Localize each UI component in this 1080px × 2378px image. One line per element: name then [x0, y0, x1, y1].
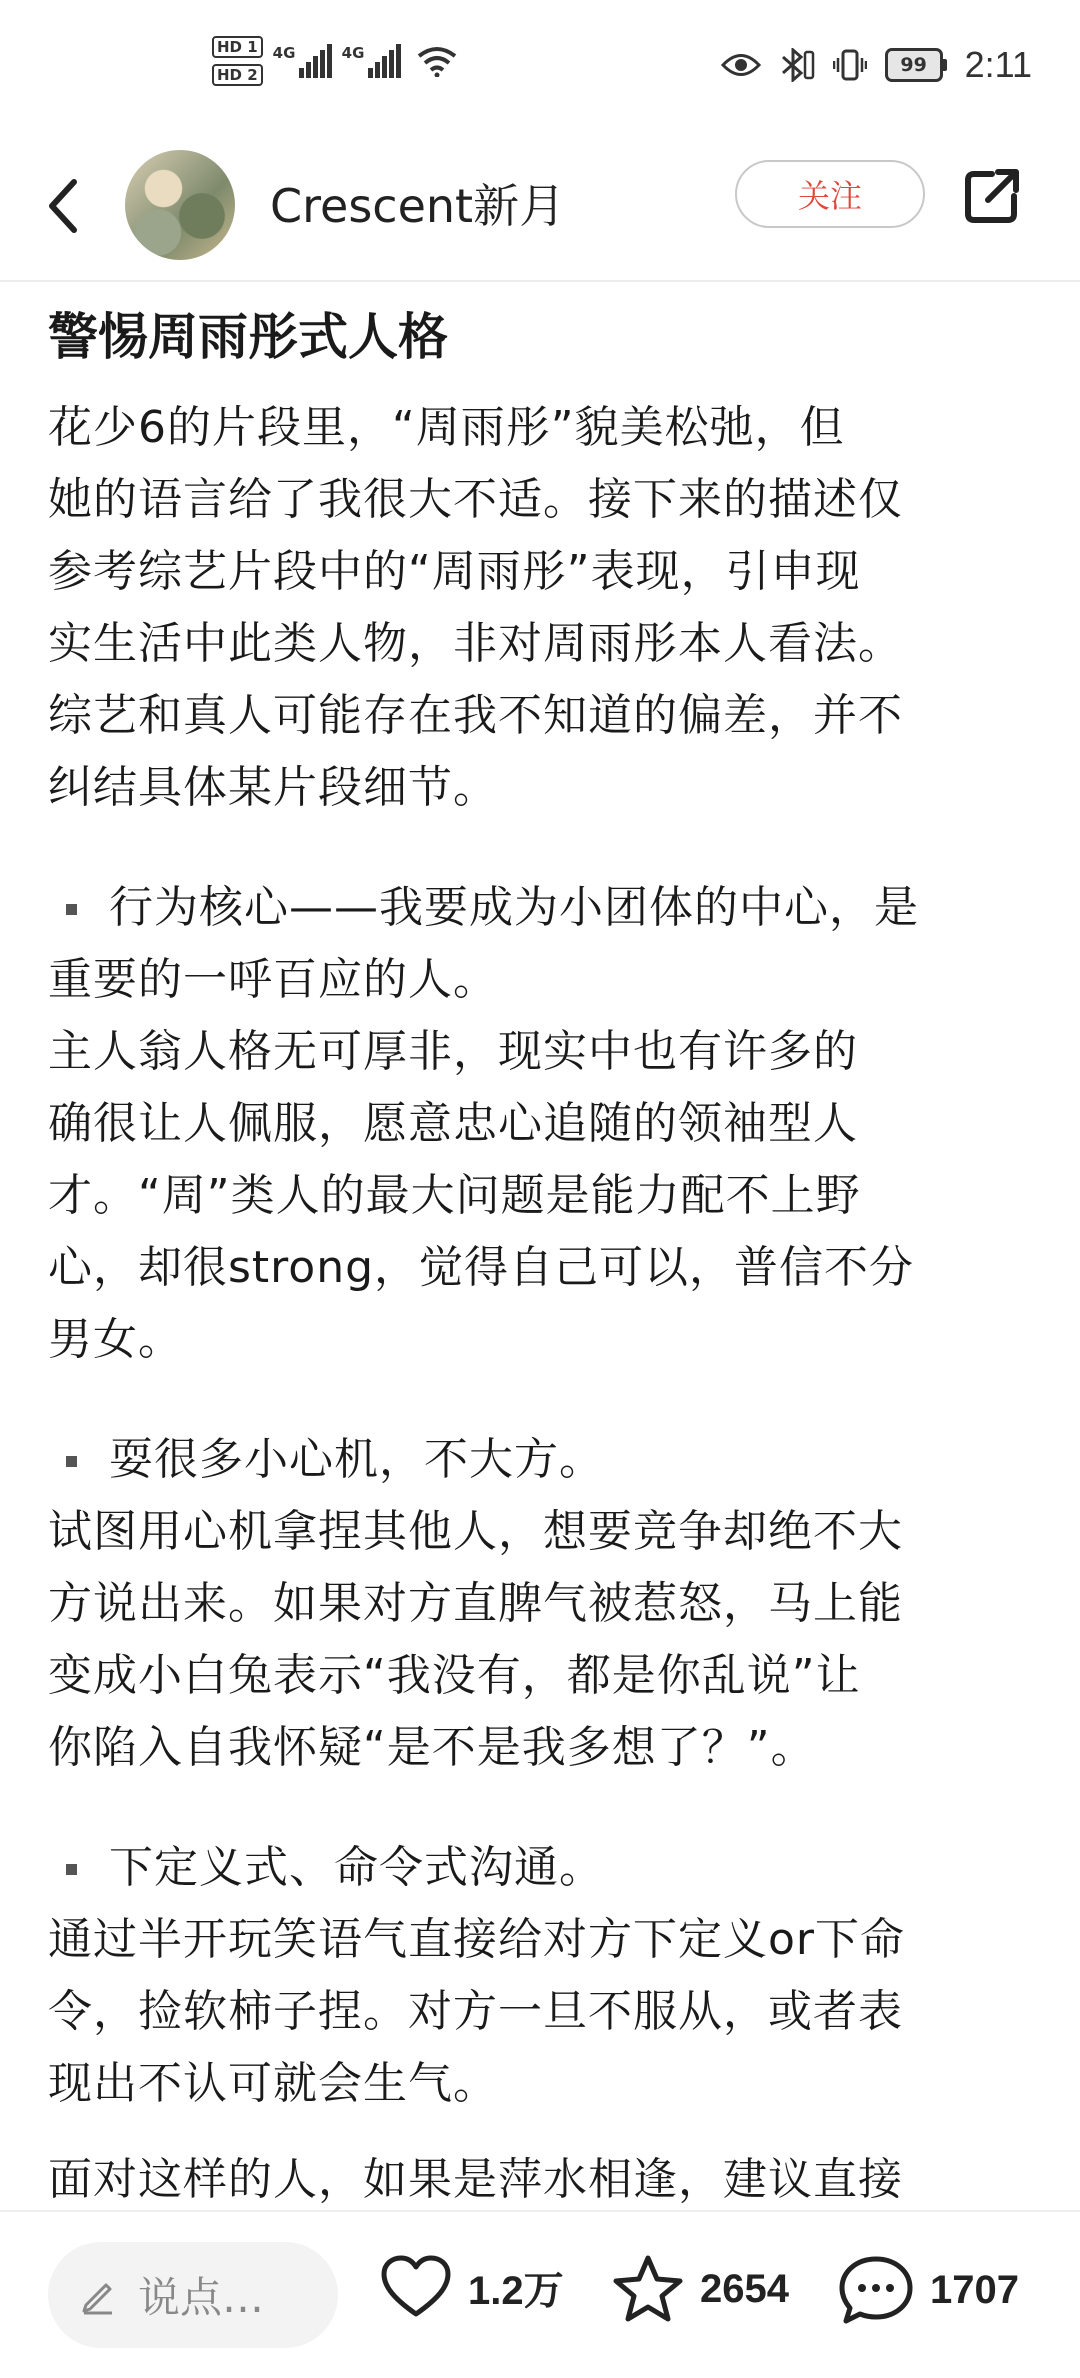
- favorite-button[interactable]: [612, 2254, 789, 2324]
- bullet-square-icon: [66, 904, 77, 915]
- comment-count: 1707: [930, 2267, 1019, 2312]
- section-3: [48, 1832, 1038, 2120]
- text-line: 男女。: [48, 1314, 183, 1365]
- text-line: 试图用心机拿捏其他人，想要竞争却绝不大: [48, 1506, 903, 1557]
- hd2-badge: HD 2: [212, 64, 263, 86]
- pencil-icon: [78, 2275, 118, 2315]
- bullet-item: [48, 1832, 1038, 1904]
- heart-icon: [380, 2254, 452, 2320]
- bullet-square-icon: [66, 1864, 77, 1875]
- text-line: 你陷入自我怀疑“是不是我多想了？”。: [48, 1722, 816, 1773]
- eye-icon: [721, 52, 761, 78]
- like-count: 1.2万: [468, 2268, 564, 2313]
- text-line: 确很让人佩服，愿意忠心追随的领袖型人: [48, 1098, 858, 1149]
- text-line: 重要的一呼百应的人。: [48, 954, 498, 1005]
- comment-button[interactable]: [838, 2254, 1019, 2326]
- favorite-count: 2654: [700, 2266, 789, 2311]
- signal-1-icon: [273, 44, 332, 78]
- text-line: 变成小白兔表示“我没有，都是你乱说”让: [48, 1650, 861, 1701]
- like-button[interactable]: [380, 2254, 564, 2320]
- bullet-text: 耍很多小心机，不大方。: [109, 1434, 604, 1485]
- text-line: 主人翁人格无可厚非，现实中也有许多的: [48, 1026, 858, 1077]
- hd1-badge: HD 1: [212, 36, 263, 58]
- bullet-item: [48, 1424, 1038, 1496]
- text-line: 通过半开玩笑语气直接给对方下定义or下命: [48, 1914, 906, 1965]
- clock: 2:11: [964, 44, 1032, 85]
- bullet-square-icon: [66, 1456, 77, 1467]
- avatar[interactable]: [125, 150, 235, 260]
- intro-paragraph: [48, 392, 1038, 824]
- bullet-text: 行为核心——我要成为小团体的中心，是: [109, 882, 919, 933]
- bullet-item: [48, 872, 1038, 944]
- follow-button[interactable]: 关注: [735, 160, 925, 228]
- comment-placeholder: 说点…: [138, 2273, 265, 2322]
- text-line: 现出不认可就会生气。: [48, 2058, 498, 2109]
- battery-level: 99: [885, 48, 943, 82]
- star-icon: [612, 2254, 684, 2324]
- hd-indicators: [212, 36, 263, 86]
- signal-2-label: 4G: [341, 44, 365, 62]
- post-body: [48, 300, 1038, 2288]
- comment-input[interactable]: [48, 2242, 338, 2348]
- text-line: 综艺和真人可能存在我不知道的偏差，并不: [48, 690, 903, 741]
- text-line: 纠结具体某片段细节。: [48, 762, 498, 813]
- section-2: [48, 1424, 1038, 1784]
- network-indicators: [212, 36, 457, 86]
- signal-1-label: 4G: [272, 44, 296, 62]
- text-line: 参考综艺片段中的“周雨彤”表现，引申现: [48, 546, 861, 597]
- bottom-action-bar: [0, 2210, 1080, 2378]
- author-name[interactable]: Crescent新月: [270, 179, 566, 233]
- bluetooth-icon: [779, 48, 815, 82]
- comment-bubble-icon: [838, 2254, 914, 2326]
- share-icon[interactable]: [962, 166, 1022, 226]
- vibrate-icon: [833, 48, 867, 82]
- text-line: 实生活中此类人物，非对周雨彤本人看法。: [48, 618, 903, 669]
- post-header: [0, 140, 1080, 282]
- status-bar: [0, 0, 1080, 130]
- text-line: 心，却很strong，觉得自己可以，普信不分: [48, 1242, 915, 1293]
- signal-2-icon: [342, 44, 401, 78]
- text-line: 方说出来。如果对方直脾气被惹怒，马上能: [48, 1578, 903, 1629]
- back-arrow-icon[interactable]: [40, 176, 88, 236]
- system-indicators: [721, 44, 1032, 86]
- bullet-text: 下定义式、命令式沟通。: [109, 1842, 604, 1893]
- text-line: 令，捡软柿子捏。对方一旦不服从，或者表: [48, 1986, 903, 2037]
- section-1: [48, 872, 1038, 1376]
- battery-icon: [885, 48, 947, 82]
- text-line: 花少6的片段里，“周雨彤”貌美松弛，但: [48, 402, 845, 453]
- text-line: 她的语言给了我很大不适。接下来的描述仅: [48, 474, 903, 525]
- text-line: 面对这样的人，如果是萍水相逢，建议直接: [48, 2154, 903, 2205]
- wifi-icon: [417, 45, 457, 77]
- post-title: 警惕周雨彤式人格: [48, 308, 448, 366]
- text-line: 才。“周”类人的最大问题是能力配不上野: [48, 1170, 861, 1221]
